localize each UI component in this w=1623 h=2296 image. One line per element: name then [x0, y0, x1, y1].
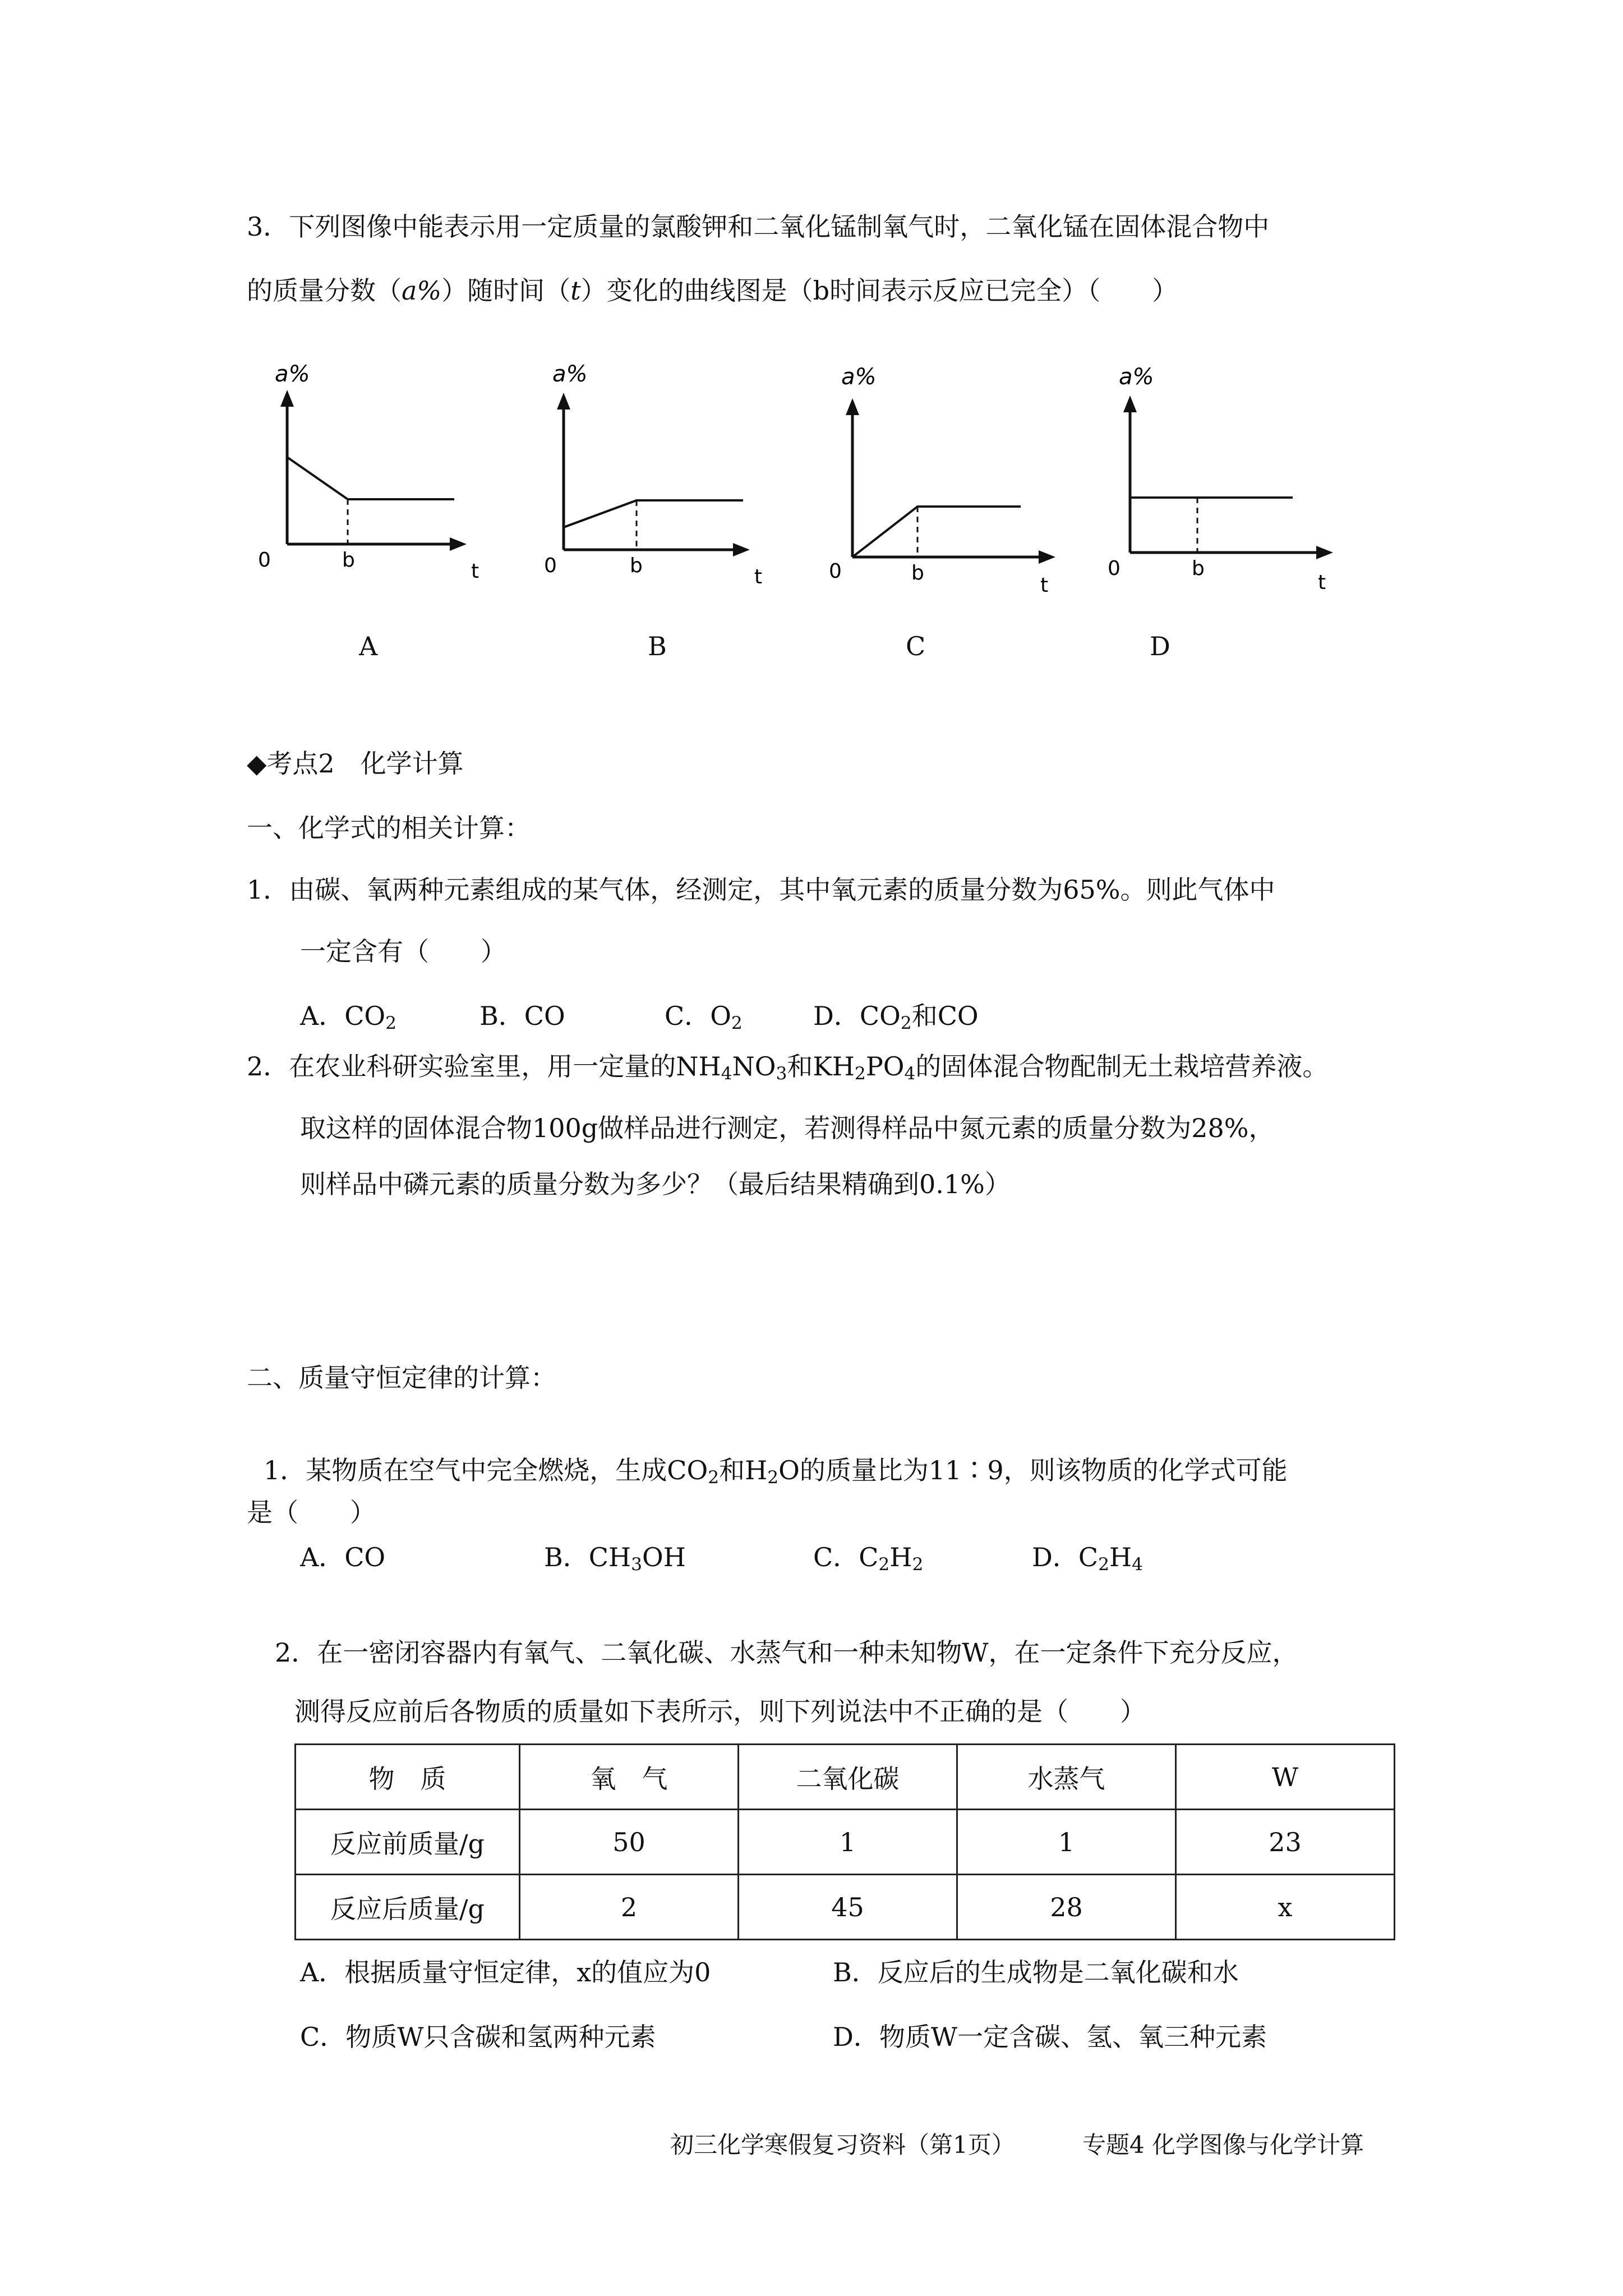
table-header-cell: W: [1176, 1745, 1395, 1810]
table-header-row: [296, 1745, 1395, 1810]
p1-q1-option-b: B．CO: [479, 1001, 565, 1031]
table-cell: 1: [957, 1810, 1176, 1875]
graph-a-b-label: b: [342, 549, 355, 572]
part2-heading: 二、质量守恒定律的计算：: [247, 1363, 556, 1393]
footer-left: 初三化学寒假复习资料（第1页）: [670, 2131, 1015, 2159]
option-label-c: C: [906, 631, 926, 661]
graph-d-y-label: a%: [1119, 364, 1154, 390]
p2-q1-line-1: 1．某物质在空气中完全燃烧，生成$CO_2$和$H_2O$的质量比为11∶9，则该物质的化学式可能: [264, 1455, 1288, 1488]
table-row: [296, 1810, 1395, 1875]
graph-a-origin: 0: [258, 549, 271, 572]
graph-c-t-label: t: [1040, 574, 1049, 597]
p1-q1-line-1: 1．由碳、氧两种元素组成的某气体，经测定，其中氧元素的质量分数为65%。则此气体中: [247, 875, 1275, 905]
graph-d: [1108, 351, 1354, 597]
graph-b-b-label: b: [630, 554, 643, 577]
p2-q2-option-a: A．根据质量守恒定律，x的值应为0: [300, 1957, 711, 1987]
p1-q1-line-2: 一定含有（ ）: [300, 936, 506, 967]
table-cell: 反应前质量/g: [296, 1810, 520, 1875]
part1-heading: 一、化学式的相关计算：: [247, 813, 531, 843]
table-cell: x: [1176, 1875, 1395, 1940]
p1-q2-line-3: 则样品中磷元素的质量分数为多少？（最后结果精确到0.1%）: [300, 1169, 1011, 1199]
p2-q2-option-b: B．反应后的生成物是二氧化碳和水: [833, 1957, 1239, 1987]
p2-q1-line-2: 是（ ）: [247, 1497, 376, 1527]
table-header-cell: 物 质: [296, 1745, 520, 1810]
graph-c-y-label: a%: [841, 364, 877, 390]
p2-q1-option-c: C．$C_2H_2$: [813, 1542, 924, 1575]
table-header-cell: 二氧化碳: [739, 1745, 957, 1810]
graph-b-origin: 0: [544, 554, 557, 577]
graph-b-y-label: a%: [552, 361, 588, 387]
graph-b-t-label: t: [754, 565, 763, 588]
table-cell: 28: [957, 1875, 1176, 1940]
q3-line-1: 3．下列图像中能表示用一定质量的氯酸钾和二氧化锰制氧气时，二氧化锰在固体混合物中: [247, 211, 1270, 242]
q3-line-2: 的质量分数（a%）随时间（t）变化的曲线图是（b时间表示反应已完全）（ ）: [247, 275, 1178, 306]
table-cell: 反应后质量/g: [296, 1875, 520, 1940]
table-header-cell: 氧 气: [520, 1745, 739, 1810]
table-header-cell: 水蒸气: [957, 1745, 1176, 1810]
p2-q2-line-2: 测得反应前后各物质的质量如下表所示，则下列说法中不正确的是（ ）: [294, 1696, 1146, 1727]
p2-q1-option-b: B．$CH_3OH$: [544, 1542, 686, 1575]
table-cell: 45: [739, 1875, 957, 1940]
table-cell: 50: [520, 1810, 739, 1875]
option-label-a: A: [359, 631, 378, 661]
graph-d-t-label: t: [1318, 571, 1326, 594]
graph-a-y-label: a%: [275, 361, 310, 387]
section-heading: ◆考点2 化学计算: [247, 748, 464, 779]
graph-c-origin: 0: [829, 560, 842, 583]
option-label-d: D: [1150, 631, 1170, 661]
footer-right: 专题4 化学图像与化学计算: [1082, 2131, 1364, 2159]
p1-q1-option-d: D．$CO_2$和CO: [813, 1001, 979, 1033]
p2-q1-option-a: A．CO: [300, 1542, 386, 1572]
p2-q2-line-1: 2．在一密闭容器内有氧气、二氧化碳、水蒸气和一种未知物W，在一定条件下充分反应，: [275, 1637, 1298, 1668]
graph-d-b-label: b: [1192, 557, 1205, 580]
p1-q1-option-c: C．$O_2$: [665, 1001, 743, 1033]
graph-d-origin: 0: [1108, 557, 1121, 580]
p2-q1-option-d: D．$C_2H_4$: [1032, 1542, 1144, 1575]
graph-a-t-label: t: [471, 560, 479, 583]
option-label-b: B: [648, 631, 667, 661]
graph-b: [536, 348, 771, 595]
graph-c-b-label: b: [911, 562, 924, 585]
mass-table: [294, 1743, 1395, 1940]
p1-q1-option-a: A．$CO_2$: [300, 1001, 397, 1033]
table-cell: 2: [520, 1875, 739, 1940]
table-cell: 23: [1176, 1810, 1395, 1875]
p2-q2-option-d: D．物质W一定含碳、氢、氧三种元素: [833, 2022, 1267, 2052]
graph-a: [247, 348, 482, 595]
graph-c: [819, 351, 1066, 597]
p2-q2-option-c: C．物质W只含碳和氢两种元素: [300, 2022, 656, 2052]
p1-q2-line-2: 取这样的固体混合物100g做样品进行测定，若测得样品中氮元素的质量分数为28%，: [300, 1113, 1275, 1143]
table-row: [296, 1875, 1395, 1940]
p1-q2-line-1: 2．在农业科研实验室里，用一定量的$NH_4NO_3$和$KH_2PO_4$的固体混合物配制无土栽培营养液。: [247, 1051, 1329, 1084]
table-cell: 1: [739, 1810, 957, 1875]
